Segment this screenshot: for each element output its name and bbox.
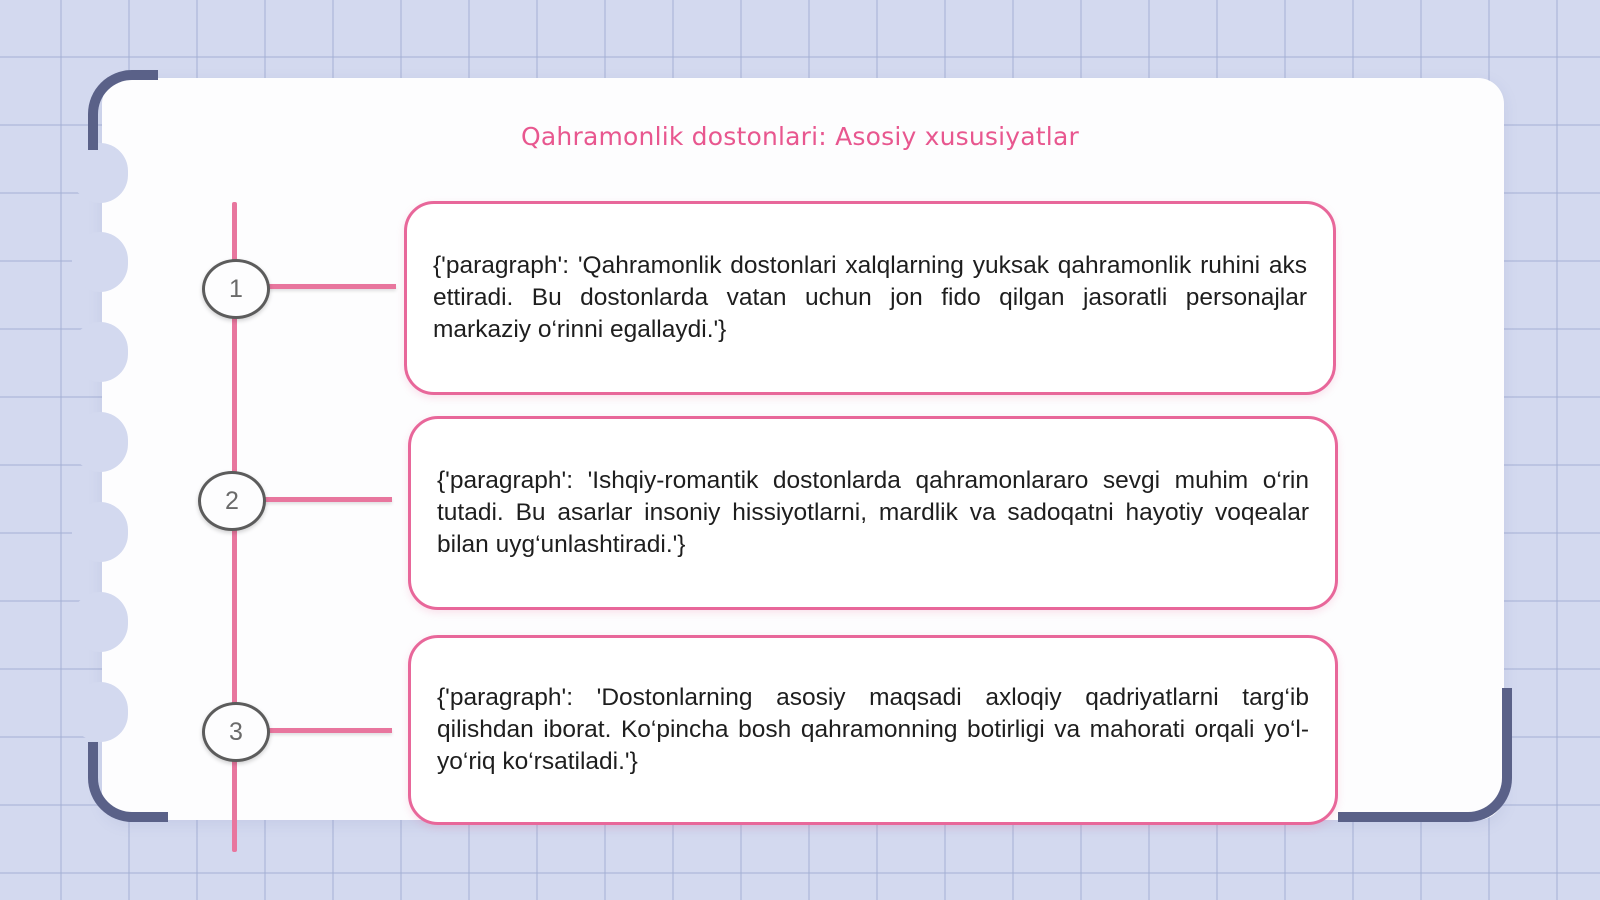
- timeline-connector: [266, 728, 392, 733]
- corner-bracket-bottom-right: [1338, 688, 1512, 822]
- timeline-card: [408, 635, 1338, 825]
- binder-notch: [72, 412, 128, 472]
- binder-notch: [72, 502, 128, 562]
- timeline-step-number: 1: [202, 259, 270, 319]
- timeline-card-text: {'paragraph': 'Dostonlarning asosiy maqsadi axloqiy qadriyatlarni targ‘ib qilishdan iborat. Ko‘pincha bosh qahramonning botirligi va mahorati orqali yo‘l-yo‘riq ko‘rsatiladi.'}: [437, 684, 1309, 775]
- timeline-card: [404, 201, 1336, 395]
- timeline-connector: [262, 497, 392, 502]
- timeline-connector: [266, 284, 396, 289]
- binder-notch: [72, 322, 128, 382]
- timeline-card-text: {'paragraph': 'Ishqiy-romantik dostonlarda qahramonlararo sevgi muhim o‘rin tutadi. Bu asarlar insoniy hissiyotlarni, mardlik va sadoqatni hayotiy voqealar bilan uyg‘unlashtiradi.'}: [437, 467, 1309, 558]
- timeline-card-text: {'paragraph': 'Qahramonlik dostonlari xalqlarning yuksak qahramonlik ruhini aks ettiradi. Bu dostonlarda vatan uchun jon fido qilgan jasoratli personajlar markaziy o‘rinni egallaydi.'}: [433, 252, 1307, 343]
- binder-notch: [72, 682, 128, 742]
- timeline-step-number: 3: [202, 702, 270, 762]
- timeline-card: [408, 416, 1338, 610]
- binder-notch: [72, 232, 128, 292]
- binder-notch: [72, 592, 128, 652]
- timeline-step-number: 2: [198, 471, 266, 531]
- slide-title: Qahramonlik dostonlari: Asosiy xususiyatlar: [521, 122, 1079, 151]
- binder-notch: [72, 143, 128, 203]
